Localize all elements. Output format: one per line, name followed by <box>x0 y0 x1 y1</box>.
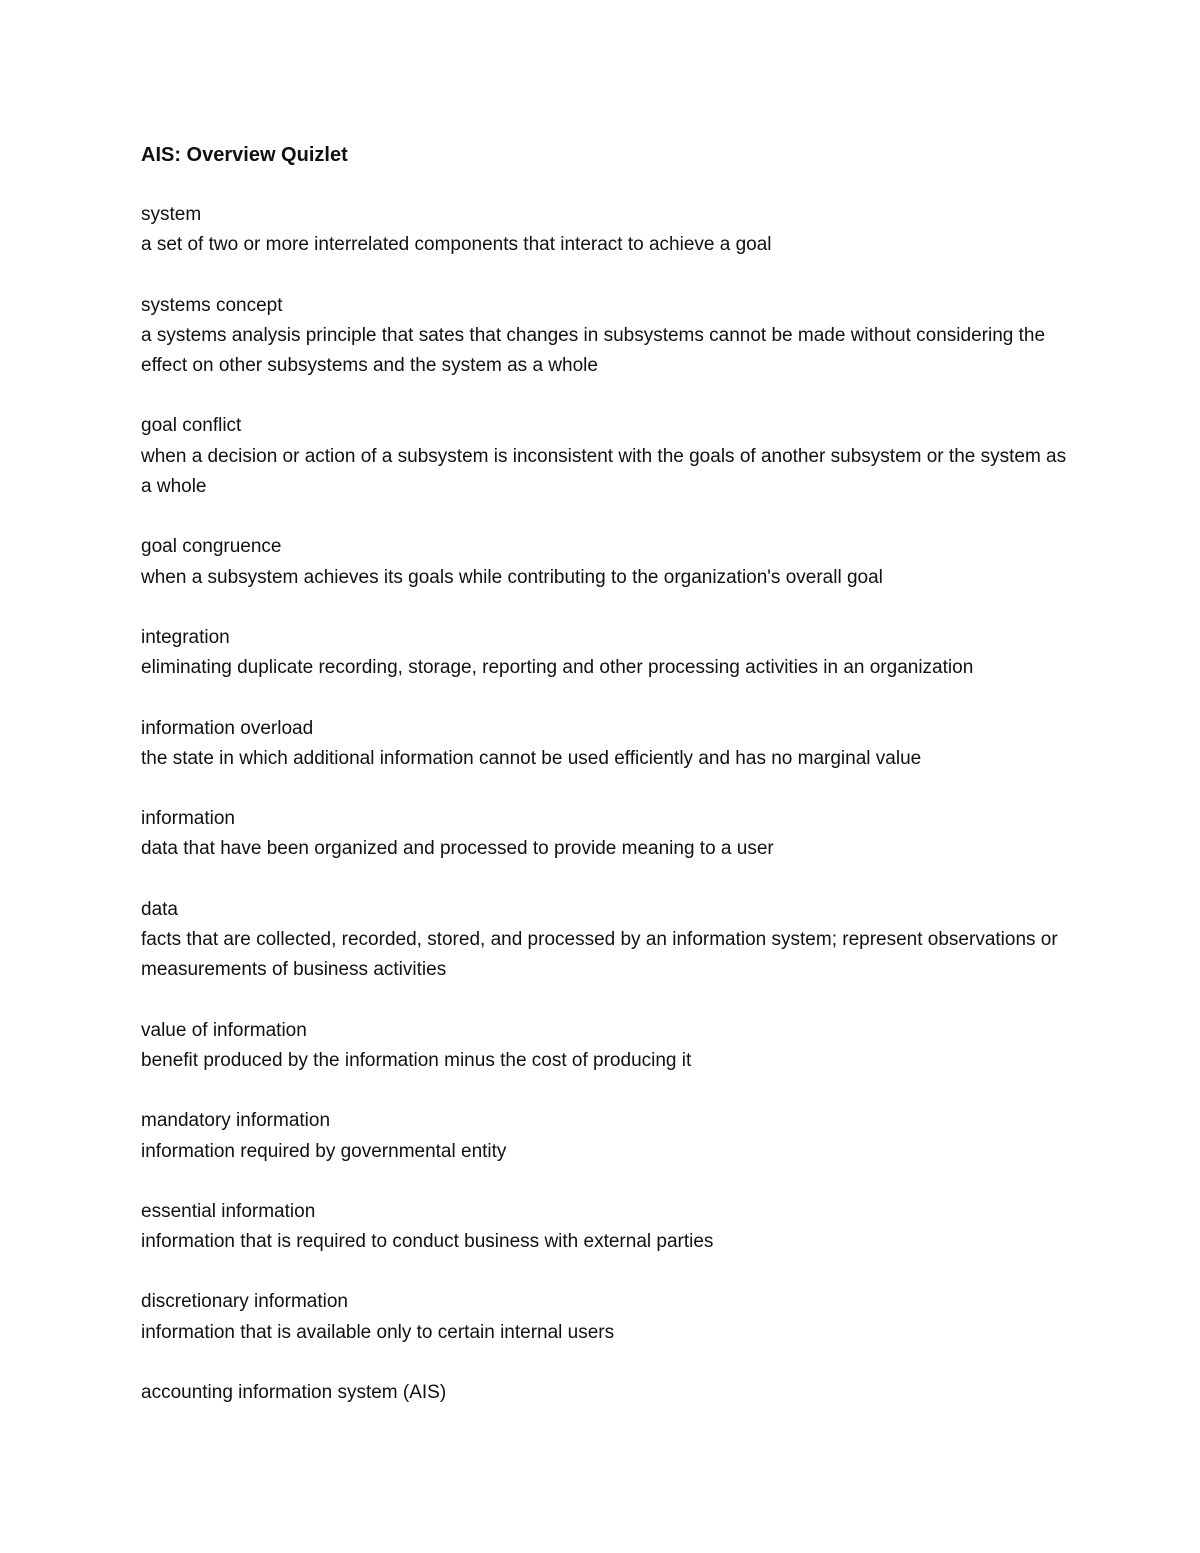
glossary-definition: eliminating duplicate recording, storage, reporting and other processing activities in an organization <box>141 657 974 679</box>
glossary-term: data <box>141 898 178 920</box>
glossary-definition: facts that are collected, recorded, stored, and processed by an information system; represent observations or measurements of business activities <box>141 929 1058 981</box>
glossary-entry <box>141 1016 1071 1077</box>
glossary-entry <box>141 895 1071 986</box>
glossary-entry <box>141 714 1071 775</box>
glossary-term: goal conflict <box>141 415 242 437</box>
glossary-definition: information required by governmental entity <box>141 1140 507 1162</box>
glossary-definition: benefit produced by the information minus the cost of producing it <box>141 1049 692 1071</box>
glossary-list <box>141 200 1071 1408</box>
glossary-term: goal congruence <box>141 536 282 558</box>
glossary-entry <box>141 804 1071 865</box>
glossary-definition: when a decision or action of a subsystem is inconsistent with the goals of another subsystem or the system as a whole <box>141 445 1067 498</box>
glossary-entry <box>141 1197 1071 1258</box>
glossary-entry <box>141 291 1071 382</box>
glossary-definition: a systems analysis principle that sates that changes in subsystems cannot be made without considering the effect on other subsystems and the system as a whole <box>141 324 1046 377</box>
glossary-term: essential information <box>141 1200 316 1222</box>
glossary-term: information overload <box>141 717 314 739</box>
glossary-term: systems concept <box>141 294 283 316</box>
glossary-definition: when a subsystem achieves its goals while contributing to the organization's overall goal <box>141 566 883 588</box>
document-content <box>141 140 1071 1438</box>
glossary-entry <box>141 1287 1071 1348</box>
glossary-entry <box>141 532 1071 593</box>
glossary-term: mandatory information <box>141 1110 331 1132</box>
glossary-term: discretionary information <box>141 1291 348 1313</box>
glossary-term: information <box>141 808 235 830</box>
glossary-entry <box>141 623 1071 684</box>
glossary-entry <box>141 411 1071 502</box>
glossary-term: value of information <box>141 1019 307 1041</box>
glossary-definition: data that have been organized and processed to provide meaning to a user <box>141 838 774 860</box>
glossary-entry <box>141 1106 1071 1167</box>
glossary-definition: information that is required to conduct business with external parties <box>141 1231 714 1253</box>
glossary-definition: a set of two or more interrelated components that interact to achieve a goal <box>141 234 772 256</box>
glossary-term: system <box>141 204 202 225</box>
glossary-entry <box>141 200 1071 261</box>
glossary-definition: the state in which additional information cannot be used efficiently and has no marginal value <box>141 747 922 769</box>
glossary-term: accounting information system (AIS) <box>141 1382 447 1404</box>
glossary-term: integration <box>141 626 230 648</box>
document-title: AIS: Overview Quizlet <box>141 144 348 166</box>
glossary-definition: information that is available only to certain internal users <box>141 1321 615 1343</box>
glossary-entry <box>141 1378 1071 1408</box>
